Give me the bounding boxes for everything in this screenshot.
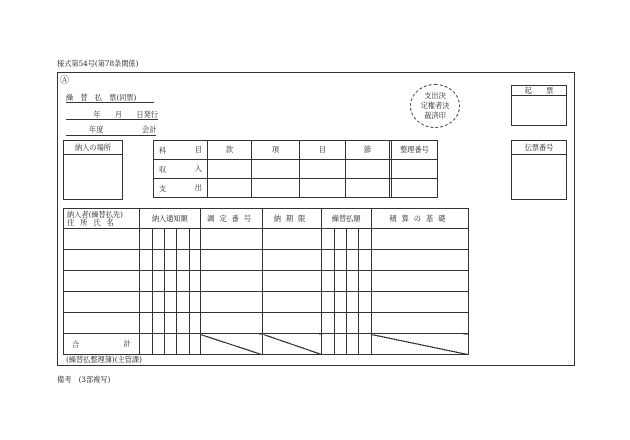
income-label-b: 入: [178, 160, 208, 179]
income-kan-cell[interactable]: [208, 160, 252, 179]
table-row: [64, 292, 469, 313]
total-adjust-slash: [200, 334, 262, 355]
account-header-kan: 款: [208, 141, 252, 160]
form-number: 様式第54号(第78条関係): [57, 59, 139, 68]
remarks: 備考 (3部複写): [57, 375, 111, 384]
payer-header-line-1: 納入者(繰替払先): [67, 210, 123, 220]
total-kurikae-amount[interactable]: [321, 334, 334, 355]
income-kou-cell[interactable]: [252, 160, 300, 179]
notice-amount-header: 納入通知額: [139, 209, 200, 229]
table-row: [154, 179, 438, 198]
issue-date-line: 年 月 日発行: [66, 111, 158, 120]
account-header-setsu: 節: [346, 141, 390, 160]
seiri-number-cell-2[interactable]: [392, 179, 438, 198]
fiscal-year-label: 年度: [89, 125, 104, 134]
expense-label-a: 支: [154, 179, 178, 198]
expense-kou-cell[interactable]: [252, 179, 300, 198]
fiscal-year-line: [66, 126, 156, 136]
expense-kan-cell[interactable]: [208, 179, 252, 198]
seiri-number-label: 整理番号: [392, 141, 438, 160]
denpyo-number-label: 伝票番号: [512, 141, 566, 155]
payment-place-box[interactable]: [63, 140, 123, 200]
expense-moku-cell[interactable]: [300, 179, 346, 198]
account-header-kamoku: 科: [154, 141, 178, 160]
form-mark: Ⓐ: [60, 76, 70, 86]
payment-table: [63, 208, 469, 355]
table-row: [64, 313, 469, 334]
adjust-number-header: 調定番号: [200, 209, 262, 229]
account-table: [153, 140, 438, 198]
stamp-line-1: 支出決: [424, 91, 446, 100]
income-setsu-cell[interactable]: [346, 160, 390, 179]
payer-header-line-2: 住所氏名: [67, 217, 120, 227]
table-row: [64, 229, 469, 250]
form-title: 繰 替 払 票(同票): [66, 94, 154, 103]
payment-place-label: 納入の場所: [64, 141, 122, 155]
total-notice-amount[interactable]: [139, 334, 152, 355]
account-header-moku: 目: [178, 141, 208, 160]
kihyo-label: 起 票: [512, 86, 566, 96]
kihyo-box[interactable]: [511, 85, 567, 126]
basis-header: 積算の基礎: [371, 209, 468, 229]
account-header-moku2: 目: [300, 141, 346, 160]
kurikae-amount-header: 繰替払額: [321, 209, 371, 229]
approval-stamp: [410, 84, 460, 128]
account-header-kou: 項: [252, 141, 300, 160]
expense-label-b: 出: [178, 179, 208, 198]
income-label-a: 収: [154, 160, 178, 179]
total-deadline-slash: [263, 334, 321, 355]
seiri-number-cell-1[interactable]: [392, 160, 438, 179]
total-row: [64, 334, 469, 355]
table-row: [64, 271, 469, 292]
deadline-header: 納期限: [263, 209, 321, 229]
payer-header: [64, 209, 140, 229]
footer-note: (繰替払整理簿)(主管課): [66, 355, 142, 364]
total-basis-slash: [371, 334, 468, 355]
expense-setsu-cell[interactable]: [346, 179, 390, 198]
income-moku-cell[interactable]: [300, 160, 346, 179]
table-row: [64, 250, 469, 271]
denpyo-number-box[interactable]: [511, 140, 567, 200]
stamp-line-2: 定権者決: [420, 101, 450, 110]
table-row: [154, 160, 438, 179]
total-label: 合 計: [64, 334, 140, 355]
stamp-line-3: 裁済印: [424, 111, 446, 120]
account-label: 会計: [142, 125, 157, 134]
